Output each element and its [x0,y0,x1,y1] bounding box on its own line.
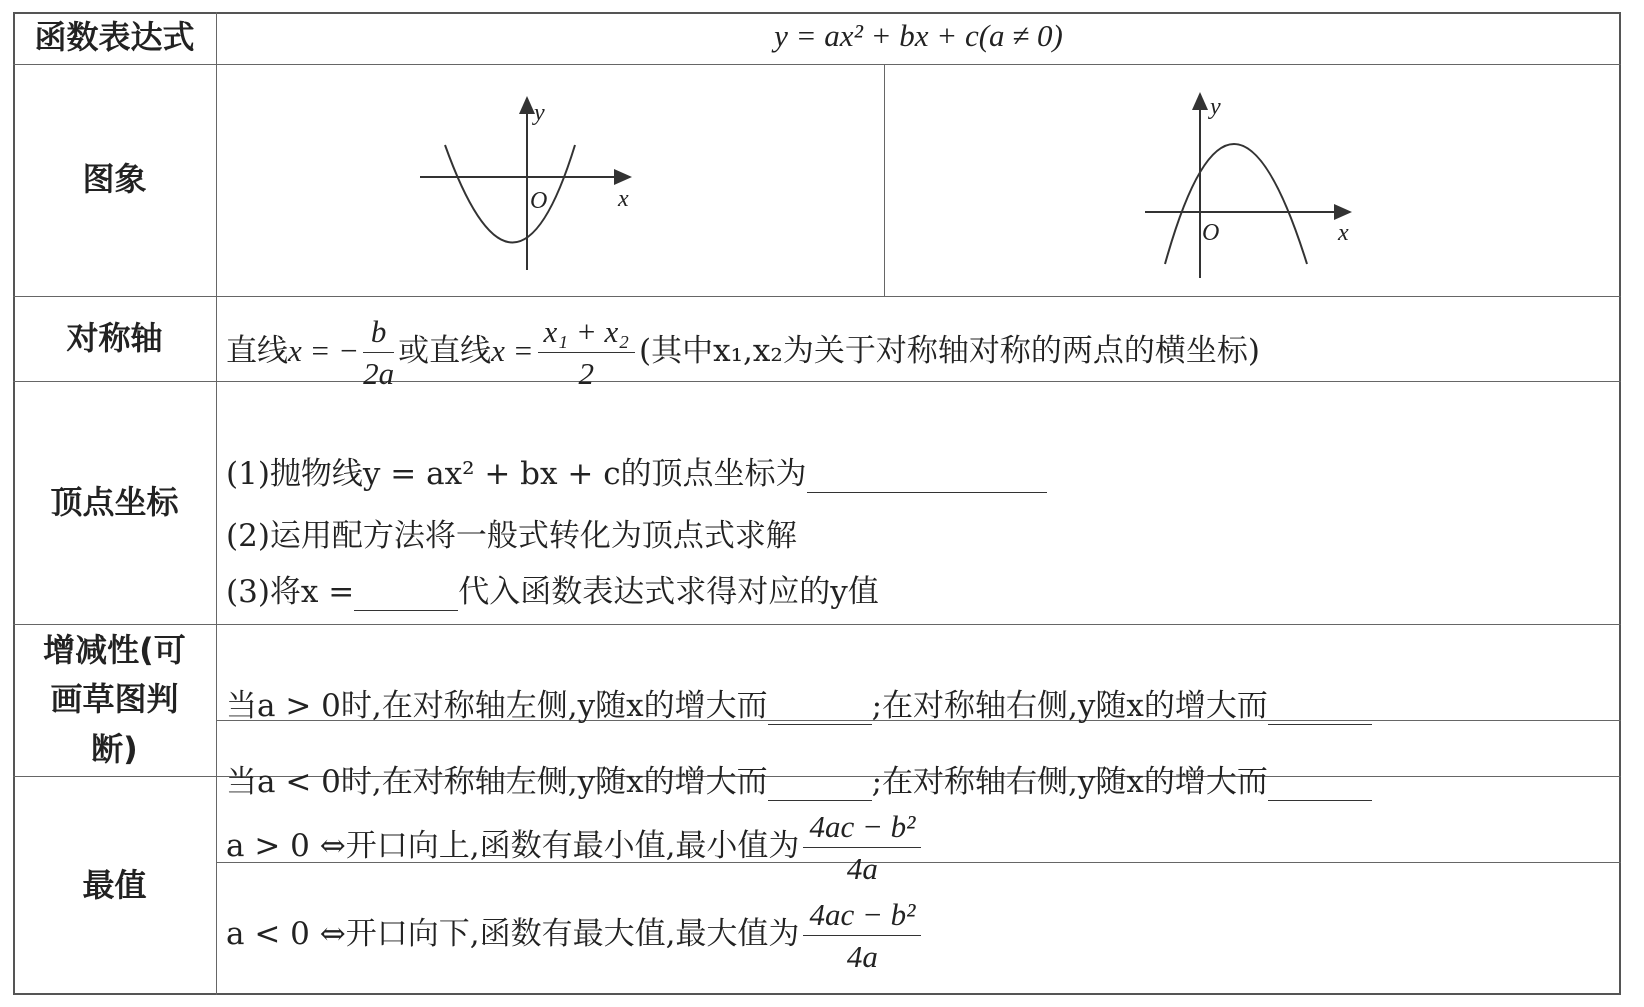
row-divider [13,624,1621,625]
label-extremum: 最值 [82,865,147,904]
x-label: x [618,186,629,212]
axis-formula [226,313,1260,392]
origin-label: O [530,188,548,214]
parabola-up-graph [420,90,650,280]
label-expression: 函数表达式 [34,18,195,57]
row-divider [13,296,1621,297]
axis-eq1: x = − [288,333,360,369]
frac2-numerator: x₁ + x₂ [538,313,636,353]
mono-row-2a: 当a < 0时,在对称轴左侧,y随x的增大而 [226,764,768,800]
origin-label: O [1202,220,1220,246]
column-divider [216,12,217,995]
extremum-row-2 [226,896,925,975]
frac2-denominator: 2 [578,356,595,392]
label-monotonicity-line3: 断) [91,729,138,768]
column-divider [884,64,885,296]
answer-blank[interactable] [1268,693,1372,725]
extremum-frac-numerator: 4ac − b² [803,808,921,848]
extremum-row-1-text: a > 0 ⇔开口向上,函数有最小值,最小值为 [226,828,800,865]
extremum-fraction [803,808,921,887]
label-monotonicity-line1: 增减性(可 [43,630,186,669]
frac1-numerator: b [363,313,394,353]
axis-note: (其中x₁,x₂为关于对称轴对称的两点的横坐标) [639,333,1260,370]
frac1-denominator: 2a [363,356,395,392]
parabola-down-graph [1140,88,1370,283]
axis-fraction-1 [363,313,394,392]
row-divider [13,64,1621,65]
y-label: y [1210,94,1221,120]
vertex-line-2: (2)运用配方法将一般式转化为顶点式求解 [226,518,797,554]
answer-blank[interactable] [768,769,872,801]
mono-row-1 [226,680,1372,725]
extremum-frac-denominator: 4a [846,851,878,887]
upward-parabola [445,145,575,243]
label-vertex: 顶点坐标 [50,482,179,521]
mono-row-1a: 当a > 0时,在对称轴左侧,y随x的增大而 [226,688,768,724]
mono-row-2b: ;在对称轴右侧,y随x的增大而 [871,764,1268,800]
axis-eq2: x = [491,333,534,369]
mono-row-2 [226,756,1372,801]
y-label: y [534,100,545,126]
label-monotonicity-line2: 画草图判 [50,680,179,719]
axis-or: 或直线 [398,333,492,370]
extremum-row-2-text: a < 0 ⇔开口向下,函数有最大值,最大值为 [226,916,800,953]
function-expression: y = ax² + bx + c(a ≠ 0) [774,18,1063,53]
answer-blank[interactable] [1268,769,1372,801]
label-axis: 对称轴 [66,318,163,357]
vertex-line-1-text: (1)抛物线y = ax² + bx + c的顶点坐标为 [226,456,807,492]
extremum-frac-numerator: 4ac − b² [803,896,921,936]
extremum-row-1 [226,808,925,887]
answer-blank[interactable] [807,461,1047,493]
downward-parabola [1165,144,1307,264]
axis-fraction-2 [538,313,636,392]
vertex-line-3a: (3)将x = [226,574,355,610]
x-label: x [1338,220,1349,246]
answer-blank[interactable] [354,579,458,611]
mono-row-1b: ;在对称轴右侧,y随x的增大而 [871,688,1268,724]
answer-blank[interactable] [768,693,872,725]
extremum-frac-denominator: 4a [846,939,878,975]
vertex-line-1 [226,448,1047,493]
label-monotonicity [13,624,216,776]
axis-prefix: 直线 [226,333,288,370]
vertex-line-3 [226,566,879,611]
vertex-line-3b: 代入函数表达式求得对应的y值 [458,574,879,610]
label-graph: 图象 [82,160,147,199]
extremum-fraction [803,896,921,975]
